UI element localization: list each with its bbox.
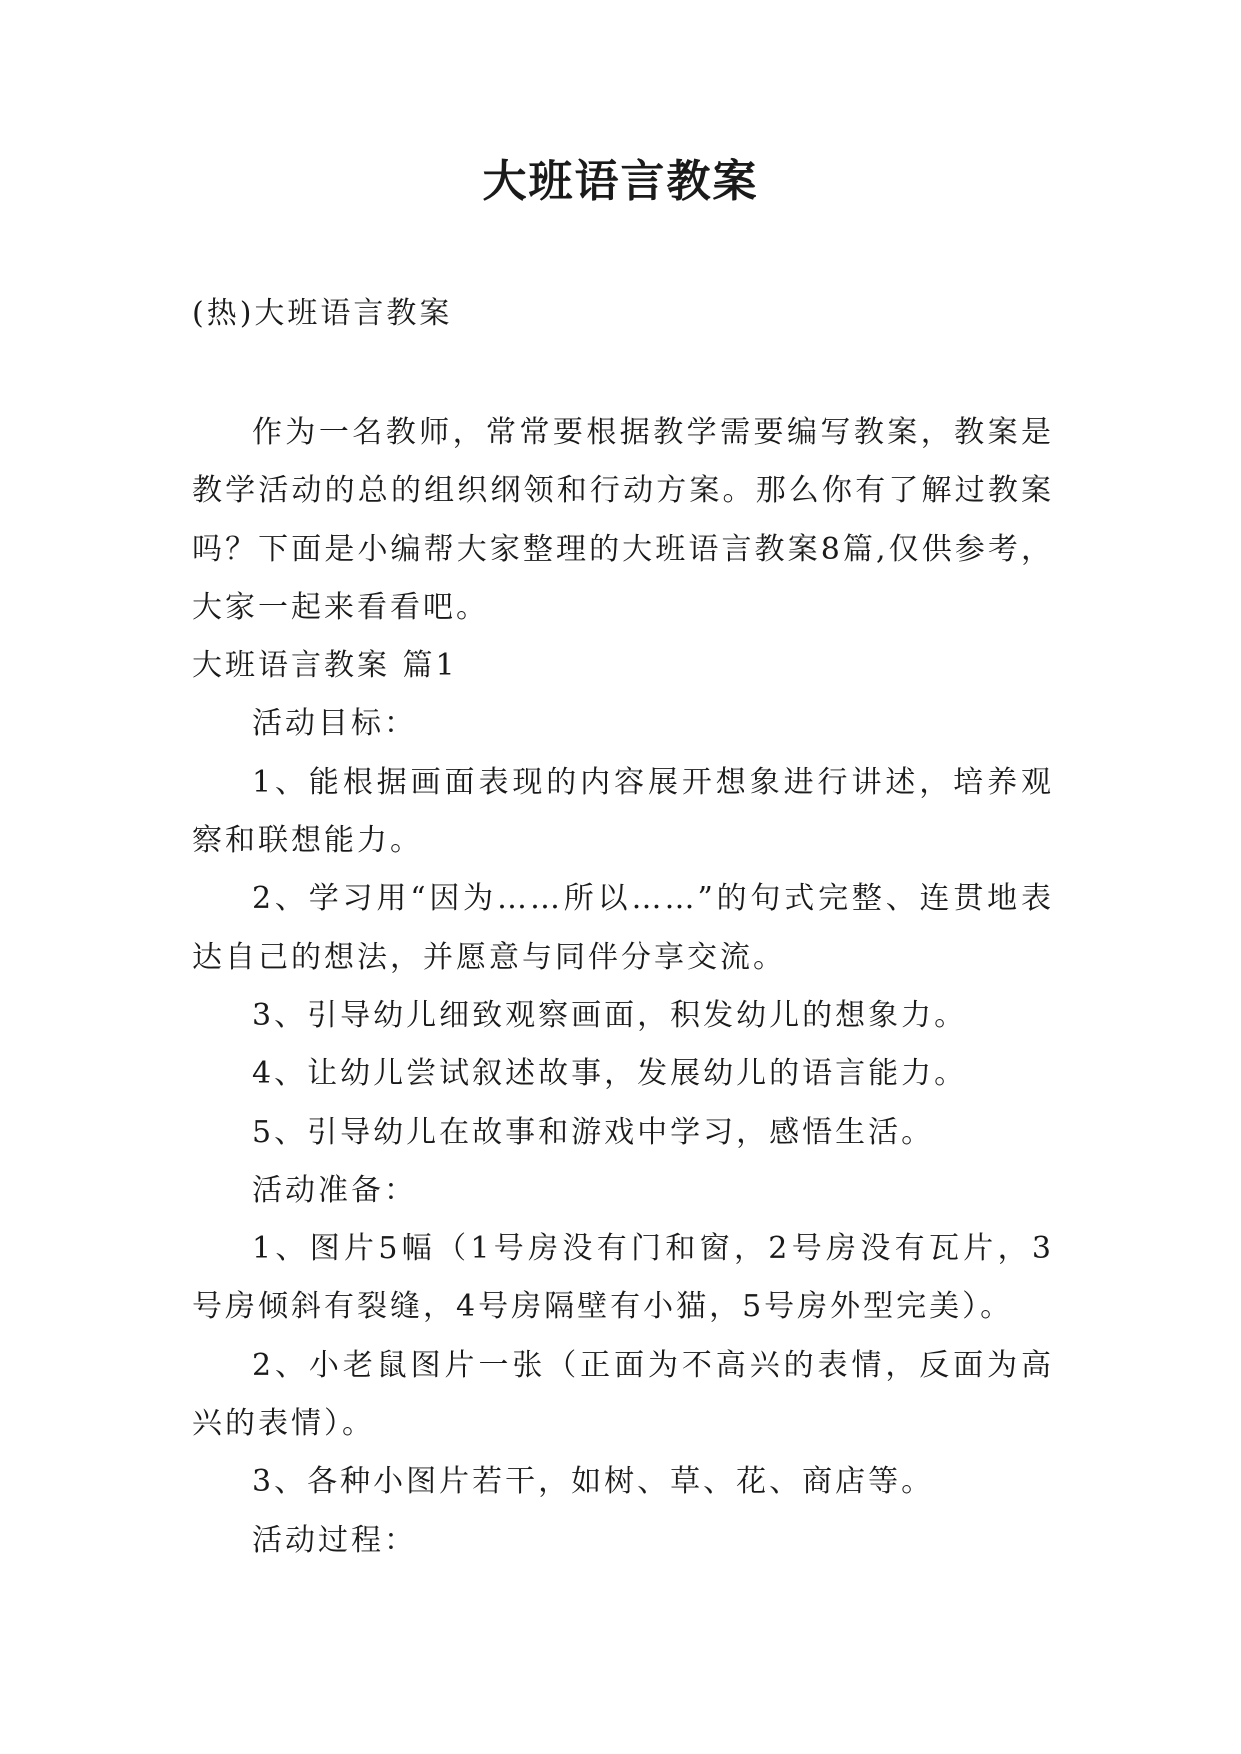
goal-item: 3、引导幼儿细致观察画面，积发幼儿的想象力。: [252, 997, 968, 1033]
document-title: 大班语言教案: [482, 156, 759, 207]
section-heading: 大班语言教案 篇1: [192, 648, 458, 684]
goal-item: 2、学习用“因为……所以……”的句式完整、连贯地表达自己的想法，并愿意与同伴分享交流。: [192, 881, 1054, 975]
document-subtitle: (热)大班语言教案: [192, 296, 453, 331]
goal-item: 5、引导幼儿在故事和游戏中学习，感悟生活。: [252, 1114, 935, 1150]
document-body: [192, 404, 1054, 1570]
activity-goals-heading: 活动目标：: [252, 706, 417, 742]
preparation-item: 1、图片5幅（1号房没有门和窗，2号房没有瓦片，3号房倾斜有裂缝，4号房隔壁有小猫，5号房外型完美）。: [192, 1231, 1054, 1325]
preparation-item: 2、小老鼠图片一张（正面为不高兴的表情，反面为高兴的表情）。: [192, 1347, 1054, 1442]
activity-process-heading: 活动过程：: [252, 1522, 417, 1558]
intro-paragraph: 作为一名教师，常常要根据教学需要编写教案，教案是教学活动的总的组织纲领和行动方案。那么你有了解过教案吗？下面是小编帮大家整理的大班语言教案8篇,仅供参考，大家一起来看看吧。: [192, 415, 1054, 625]
goal-item: 4、让幼儿尝试叙述故事，发展幼儿的语言能力。: [252, 1056, 968, 1092]
preparation-item: 3、各种小图片若干，如树、草、花、商店等。: [252, 1464, 935, 1500]
activity-preparation-heading: 活动准备：: [252, 1172, 417, 1208]
goal-item: 1、能根据画面表现的内容展开想象进行讲述，培养观察和联想能力。: [192, 764, 1054, 859]
